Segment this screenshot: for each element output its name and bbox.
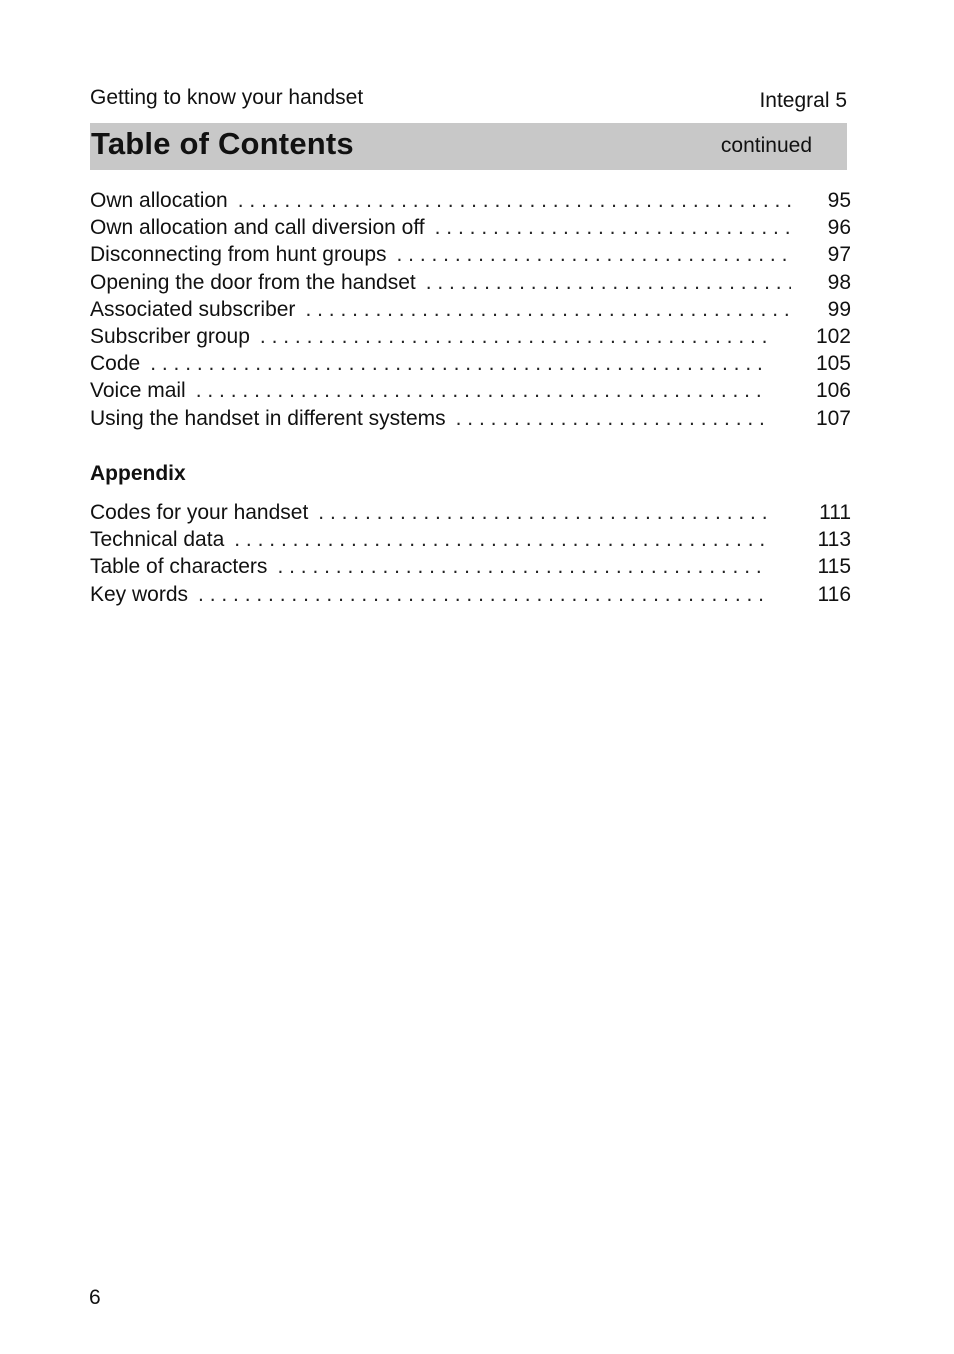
header-product-name: Integral 5 [759,89,847,112]
toc-entry-page: 98 [827,270,851,294]
toc-entry-label: Table of characters [90,555,268,579]
toc-entry-page: 113 [817,528,851,552]
toc-dot-leader [198,583,767,607]
toc-dot-leader [277,555,767,579]
toc-dot-leader [238,189,791,213]
title-continued-label: continued [720,134,812,157]
toc-entry[interactable] [90,555,851,582]
page-title: Table of Contents [91,126,354,161]
toc-entry-label: Code [90,352,141,376]
toc-entry-page: 106 [815,379,851,403]
toc-entry-page: 97 [827,243,851,267]
toc-entry[interactable] [90,243,851,270]
toc-entry[interactable] [90,528,851,555]
toc-entry-label: Voice mail [90,379,186,403]
toc-entry-page: 116 [817,582,851,606]
toc-entry-page: 95 [827,189,851,212]
toc-dot-leader [397,243,792,267]
toc-entry-page: 115 [817,555,851,579]
toc-entry[interactable] [90,407,851,434]
toc-entry-label: Using the handset in different systems [90,406,446,430]
toc-dot-leader [426,271,791,295]
toc-entry[interactable] [90,298,851,325]
toc-entry[interactable] [90,325,851,352]
toc-dot-leader [318,501,767,525]
toc-entry-label: Key words [90,582,189,606]
toc-entry[interactable] [90,216,851,243]
appendix-heading: Appendix [90,462,186,485]
toc-dot-leader [196,379,767,403]
toc-main-list [90,189,851,434]
toc-entry[interactable] [90,583,851,610]
toc-entry[interactable] [90,352,851,379]
toc-entry-label: Technical data [90,528,225,552]
toc-entry-label: Associated subscriber [90,297,296,321]
toc-dot-leader [260,325,767,349]
toc-entry-label: Codes for your handset [90,501,309,524]
toc-entry-page: 105 [815,352,851,376]
toc-dot-leader [234,528,767,552]
toc-dot-leader [150,352,767,376]
header-section-title: Getting to know your handset [90,86,364,109]
toc-dot-leader [305,298,791,322]
toc-entry-page: 111 [819,501,851,524]
toc-entry[interactable] [90,271,851,298]
toc-entry[interactable] [90,501,851,528]
toc-entry-label: Own allocation and call diversion off [90,216,425,240]
title-bar [90,123,847,170]
toc-entry-label: Subscriber group [90,324,250,348]
toc-entry-page: 102 [815,324,851,348]
toc-entry[interactable] [90,379,851,406]
toc-entry-page: 96 [827,216,851,240]
page-number: 6 [89,1286,101,1309]
toc-entry[interactable] [90,189,851,216]
toc-appendix-list [90,501,851,610]
toc-entry-label: Own allocation [90,189,228,212]
toc-entry-label: Opening the door from the handset [90,270,416,294]
toc-dot-leader [435,216,791,240]
toc-entry-page: 107 [815,406,851,430]
toc-entry-page: 99 [827,297,851,321]
toc-dot-leader [456,407,767,431]
toc-entry-label: Disconnecting from hunt groups [90,243,387,267]
